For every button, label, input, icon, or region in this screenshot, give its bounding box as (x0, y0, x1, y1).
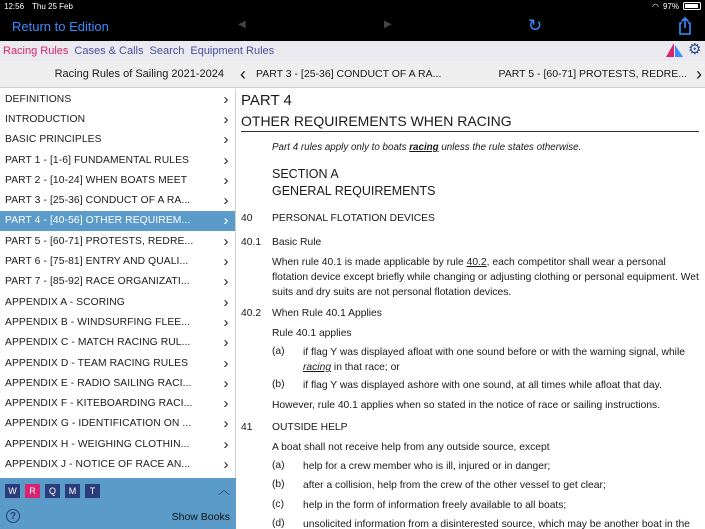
rule-paragraph: However, rule 40.1 applies when so stated in the notice of race or sailing instructions. (272, 400, 661, 411)
part-intro (272, 142, 581, 153)
item-label: (c) (272, 499, 285, 510)
tab-equipment-rules[interactable]: Equipment Rules (190, 45, 275, 57)
status-time: 12:56 (4, 1, 25, 11)
return-to-edition-button[interactable]: Return to Edition (12, 19, 109, 34)
part-title: PART 4 (241, 92, 292, 109)
item-text (303, 345, 703, 375)
chevron-right-icon: › (223, 171, 229, 189)
sidebar-item-label: PART 7 - [85-92] RACE ORGANIZATI... (5, 276, 190, 288)
chevron-right-icon: › (223, 354, 229, 372)
chevron-right-icon: › (223, 151, 229, 169)
paragraph-text: if flag Y was displayed afloat with one sound before or with the warning signal, while (303, 347, 685, 358)
sidebar-item-definitions[interactable] (0, 89, 235, 109)
sidebar-item-label: APPENDIX D - TEAM RACING RULES (5, 357, 189, 369)
chevron-right-icon: › (223, 455, 229, 473)
divider (241, 131, 699, 132)
back-arrow-icon[interactable]: ◀ (238, 19, 246, 30)
sidebar-item-appendix-c[interactable] (0, 333, 235, 353)
book-button-w[interactable]: W (5, 484, 20, 498)
item-text: unsolicited information from a disinterested source, which may be another boat in the (303, 519, 690, 529)
rule-number: 40.1 (241, 237, 262, 248)
item-text: help in the form of information freely available to all boats; (303, 500, 567, 511)
item-label: (b) (272, 379, 285, 390)
sidebar-item-label: APPENDIX B - WINDSURFING FLEE... (5, 316, 191, 328)
sidebar-item-appendix-f[interactable] (0, 393, 235, 413)
wifi-icon: ◠ (652, 1, 659, 11)
part-subtitle: OTHER REQUIREMENTS WHEN RACING (241, 113, 512, 129)
paragraph-text: in that race; or (331, 362, 400, 373)
rule-paragraph: A boat shall not receive help from any outside source, except (272, 442, 550, 453)
book-title-header (0, 61, 236, 88)
item-label: (b) (272, 479, 285, 490)
status-right (652, 2, 701, 11)
definition-link-racing[interactable]: racing (409, 142, 439, 153)
section-subtitle: GENERAL REQUIREMENTS (272, 184, 436, 198)
status-bar (0, 0, 705, 12)
definition-link-racing[interactable]: racing (303, 362, 332, 373)
battery-percent: 97% (662, 1, 679, 11)
next-chapter-link[interactable]: PART 5 - [60-71] PROTESTS, REDRE... (498, 68, 687, 80)
sidebar-item-introduction[interactable] (0, 109, 235, 129)
sidebar-item-label: PART 5 - [60-71] PROTESTS, REDRE... (5, 235, 194, 247)
sidebar-item-label: DEFINITIONS (5, 93, 72, 105)
chevron-right-icon: › (223, 435, 229, 453)
sidebar-item-label: APPENDIX A - SCORING (5, 296, 125, 308)
chevron-right-icon: › (223, 334, 229, 352)
chevron-right-icon: › (223, 232, 229, 250)
book-letter-buttons (5, 484, 100, 498)
rule-content (236, 89, 705, 529)
sidebar-item-appendix-d[interactable] (0, 353, 235, 373)
sidebar-item-label: PART 4 - [40-56] OTHER REQUIREM... (5, 215, 191, 227)
sidebar-item-label: APPENDIX J - NOTICE OF RACE AN... (5, 458, 191, 470)
battery-icon (683, 2, 701, 10)
chapter-navigation-header (236, 61, 705, 88)
sidebar-item-label: APPENDIX E - RADIO SAILING RACI... (5, 377, 192, 389)
sidebar-item-label: APPENDIX C - MATCH RACING RUL... (5, 337, 191, 349)
help-icon[interactable]: ? (6, 509, 20, 523)
chevron-right-icon: › (223, 253, 229, 271)
sidebar-item-label: INTRODUCTION (5, 113, 86, 125)
book-button-m[interactable]: M (65, 484, 80, 498)
sidebar-item-appendix-g[interactable] (0, 414, 235, 434)
item-label: (a) (272, 346, 285, 357)
item-text: help for a crew member who is ill, injured or in danger; (303, 461, 551, 472)
chevron-right-icon: › (223, 110, 229, 128)
tab-search[interactable]: Search (149, 45, 185, 57)
rule-paragraph: Rule 40.1 applies (272, 328, 352, 339)
sail-logo-icon[interactable] (664, 43, 684, 59)
sidebar-item-label: PART 2 - [10-24] WHEN BOATS MEET (5, 174, 188, 186)
sidebar-item-label: APPENDIX F - KITEBOARDING RACI... (5, 398, 193, 410)
rule-number: 40.2 (241, 308, 262, 319)
books-bottom-bar (0, 478, 236, 529)
book-button-t[interactable]: T (85, 484, 100, 498)
forward-arrow-icon[interactable]: ▶ (384, 19, 392, 30)
sidebar-item-part-6[interactable] (0, 251, 235, 271)
gear-icon[interactable]: ⚙ (688, 41, 702, 58)
chevron-right-icon: › (223, 131, 229, 149)
section-title: SECTION A (272, 167, 339, 181)
show-books-button[interactable]: Show Books (171, 511, 230, 523)
sidebar-item-label: APPENDIX H - WEIGHING CLOTHIN... (5, 438, 190, 450)
rule-heading: When Rule 40.1 Applies (272, 308, 382, 319)
sidebar-item-label: PART 6 - [75-81] ENTRY AND QUALI... (5, 256, 189, 268)
chevron-right-icon: › (223, 273, 229, 291)
chevron-up-icon[interactable]: ︿ (218, 483, 231, 497)
sidebar-item-appendix-j[interactable] (0, 454, 235, 474)
sidebar-item-label: PART 3 - [25-36] CONDUCT OF A RA... (5, 195, 191, 207)
chevron-right-icon: › (223, 415, 229, 433)
status-date: Thu 25 Feb (32, 1, 73, 11)
tabs-bar (0, 41, 705, 61)
previous-chapter-link[interactable]: PART 3 - [25-36] CONDUCT OF A RA... (256, 68, 442, 80)
rule-paragraph (272, 255, 702, 300)
top-navigation-bar (0, 12, 705, 41)
chevron-right-icon: › (223, 293, 229, 311)
item-text: after a collision, help from the crew of the other vessel to get clear; (303, 480, 606, 491)
item-text: if flag Y was displayed ashore with one sound, at all times while afloat that day. (303, 380, 662, 391)
chevron-right-icon: › (223, 313, 229, 331)
sidebar-item-appendix-h[interactable] (0, 434, 235, 454)
chevron-right-icon: › (223, 192, 229, 210)
intro-text: Part 4 rules apply only to boats (272, 142, 410, 153)
chevron-right-icon[interactable]: › (696, 64, 702, 84)
sidebar-item-basic-principles[interactable] (0, 130, 235, 150)
sidebar-item-part-7[interactable] (0, 272, 235, 292)
book-button-q[interactable]: Q (45, 484, 60, 498)
book-title: Racing Rules of Sailing 2021-2024 (54, 68, 224, 80)
rule-number: 40 (241, 213, 253, 224)
book-button-r[interactable]: R (25, 484, 40, 498)
rule-link-40-2[interactable]: 40.2 (466, 257, 487, 268)
sidebar-item-label: BASIC PRINCIPLES (5, 134, 102, 146)
chevron-right-icon: › (223, 374, 229, 392)
chevron-right-icon: › (223, 395, 229, 413)
rule-heading: Basic Rule (272, 237, 322, 248)
sidebar-item-part-2[interactable] (0, 170, 235, 190)
sidebar-item-appendix-a[interactable] (0, 292, 235, 312)
chevron-right-icon: › (223, 90, 229, 108)
intro-text: unless the rule states otherwise. (438, 142, 582, 153)
sidebar-item-part-3[interactable] (0, 190, 235, 210)
paragraph-text: When rule 40.1 is made applicable by rule (272, 257, 467, 268)
rule-heading: PERSONAL FLOTATION DEVICES (272, 213, 435, 224)
sidebar-item-label: PART 1 - [1-6] FUNDAMENTAL RULES (5, 154, 190, 166)
item-label: (d) (272, 518, 285, 529)
chevron-right-icon: › (223, 212, 229, 230)
item-label: (a) (272, 460, 285, 471)
tab-cases-calls[interactable]: Cases & Calls (74, 45, 144, 57)
share-icon[interactable] (675, 16, 695, 36)
paragraph-text: , each competitor shall wear a personal flotation device except briefly while changing or adjusting clothing or personal equipment. Wet suits and dry suits are not personal flotation devices. (272, 257, 699, 298)
sidebar (0, 89, 236, 478)
sidebar-item-label: APPENDIX G - IDENTIFICATION ON ... (5, 418, 192, 430)
chevron-left-icon[interactable]: ‹ (240, 64, 246, 84)
sidebar-item-appendix-e[interactable] (0, 373, 235, 393)
sidebar-item-part-4[interactable] (0, 211, 235, 231)
rule-number: 41 (241, 422, 253, 433)
refresh-icon[interactable]: ↻ (527, 16, 543, 35)
sidebar-item-part-1[interactable] (0, 150, 235, 170)
sidebar-item-appendix-b[interactable] (0, 312, 235, 332)
rule-heading: OUTSIDE HELP (272, 422, 348, 433)
tab-racing-rules[interactable]: Racing Rules (3, 45, 69, 57)
sidebar-item-part-5[interactable] (0, 231, 235, 251)
